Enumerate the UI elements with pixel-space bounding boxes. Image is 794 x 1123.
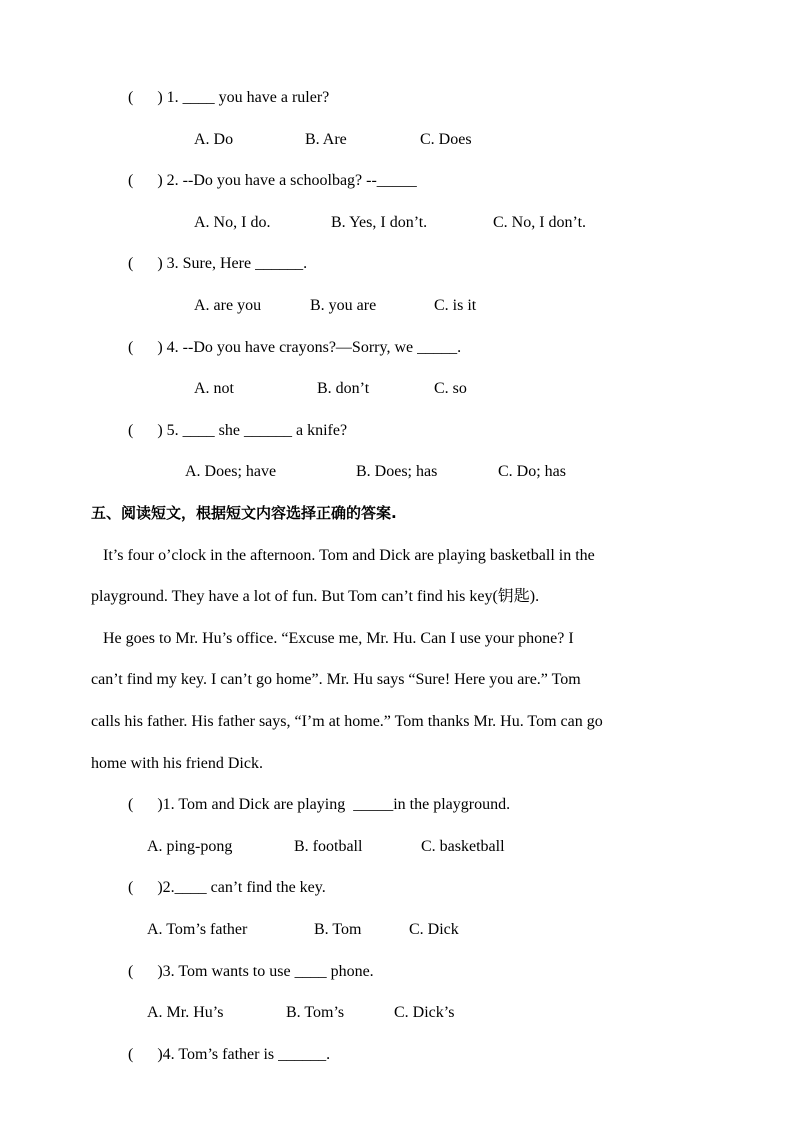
question-1-option-c: C. Does bbox=[420, 131, 472, 148]
passage-line-1: It’s four o’clock in the afternoon. Tom and Dick are playing basketball in the bbox=[91, 547, 595, 564]
reading-question-3-option-c: C. Dick’s bbox=[394, 1004, 455, 1021]
reading-question-2-option-c: C. Dick bbox=[409, 921, 459, 938]
question-3-option-b: B. you are bbox=[310, 297, 377, 314]
question-4-option-b: B. don’t bbox=[317, 380, 370, 397]
question-4: ( ) 4. --Do you have crayons?—Sorry, we _____. bbox=[128, 339, 462, 356]
reading-question-1: ( )1. Tom and Dick are playing _____in the playground. bbox=[128, 796, 511, 813]
question-4-option-c: C. so bbox=[434, 380, 467, 397]
passage-line-5: calls his father. His father says, “I’m at home.” Tom thanks Mr. Hu. Tom can go bbox=[91, 713, 603, 730]
question-3: ( ) 3. Sure, Here ______. bbox=[128, 255, 308, 272]
reading-question-1-option-b: B. football bbox=[294, 838, 363, 855]
reading-question-2-option-a: A. Tom’s father bbox=[147, 921, 248, 938]
question-1-option-b: B. Are bbox=[305, 131, 347, 148]
passage-line-4: can’t find my key. I can’t go home”. Mr. Hu says “Sure! Here you are.” Tom bbox=[91, 671, 581, 688]
reading-question-1-option-c: C. basketball bbox=[421, 838, 505, 855]
question-2-option-b: B. Yes, I don’t. bbox=[331, 214, 428, 231]
passage-line-3: He goes to Mr. Hu’s office. “Excuse me, Mr. Hu. Can I use your phone? I bbox=[91, 630, 574, 647]
question-3-option-c: C. is it bbox=[434, 297, 477, 314]
question-5-option-b: B. Does; has bbox=[356, 463, 438, 480]
question-5-option-c: C. Do; has bbox=[498, 463, 566, 480]
question-1: ( ) 1. ____ you have a ruler? bbox=[128, 89, 330, 106]
question-2-option-c: C. No, I don’t. bbox=[493, 214, 587, 231]
passage-line-2: playground. They have a lot of fun. But Tom can’t find his key(钥匙). bbox=[91, 588, 540, 605]
question-4-option-a: A. not bbox=[194, 380, 234, 397]
reading-question-3: ( )3. Tom wants to use ____ phone. bbox=[128, 963, 374, 980]
question-1-option-a: A. Do bbox=[194, 131, 234, 148]
question-2-option-a: A. No, I do. bbox=[194, 214, 271, 231]
reading-question-2-option-b: B. Tom bbox=[314, 921, 362, 938]
reading-question-3-option-a: A. Mr. Hu’s bbox=[147, 1004, 224, 1021]
reading-question-3-option-b: B. Tom’s bbox=[286, 1004, 345, 1021]
question-3-option-a: A. are you bbox=[194, 297, 262, 314]
question-5-option-a: A. Does; have bbox=[185, 463, 277, 480]
reading-question-2: ( )2.____ can’t find the key. bbox=[128, 879, 326, 896]
question-5: ( ) 5. ____ she ______ a knife? bbox=[128, 422, 348, 439]
question-2: ( ) 2. --Do you have a schoolbag? --_____ bbox=[128, 172, 417, 189]
reading-question-4: ( )4. Tom’s father is ______. bbox=[128, 1046, 331, 1063]
reading-question-1-option-a: A. ping-pong bbox=[147, 838, 233, 855]
section-heading: 五、阅读短文，根据短文内容选择正确的答案. bbox=[91, 504, 397, 522]
passage-line-6: home with his friend Dick. bbox=[91, 755, 263, 772]
